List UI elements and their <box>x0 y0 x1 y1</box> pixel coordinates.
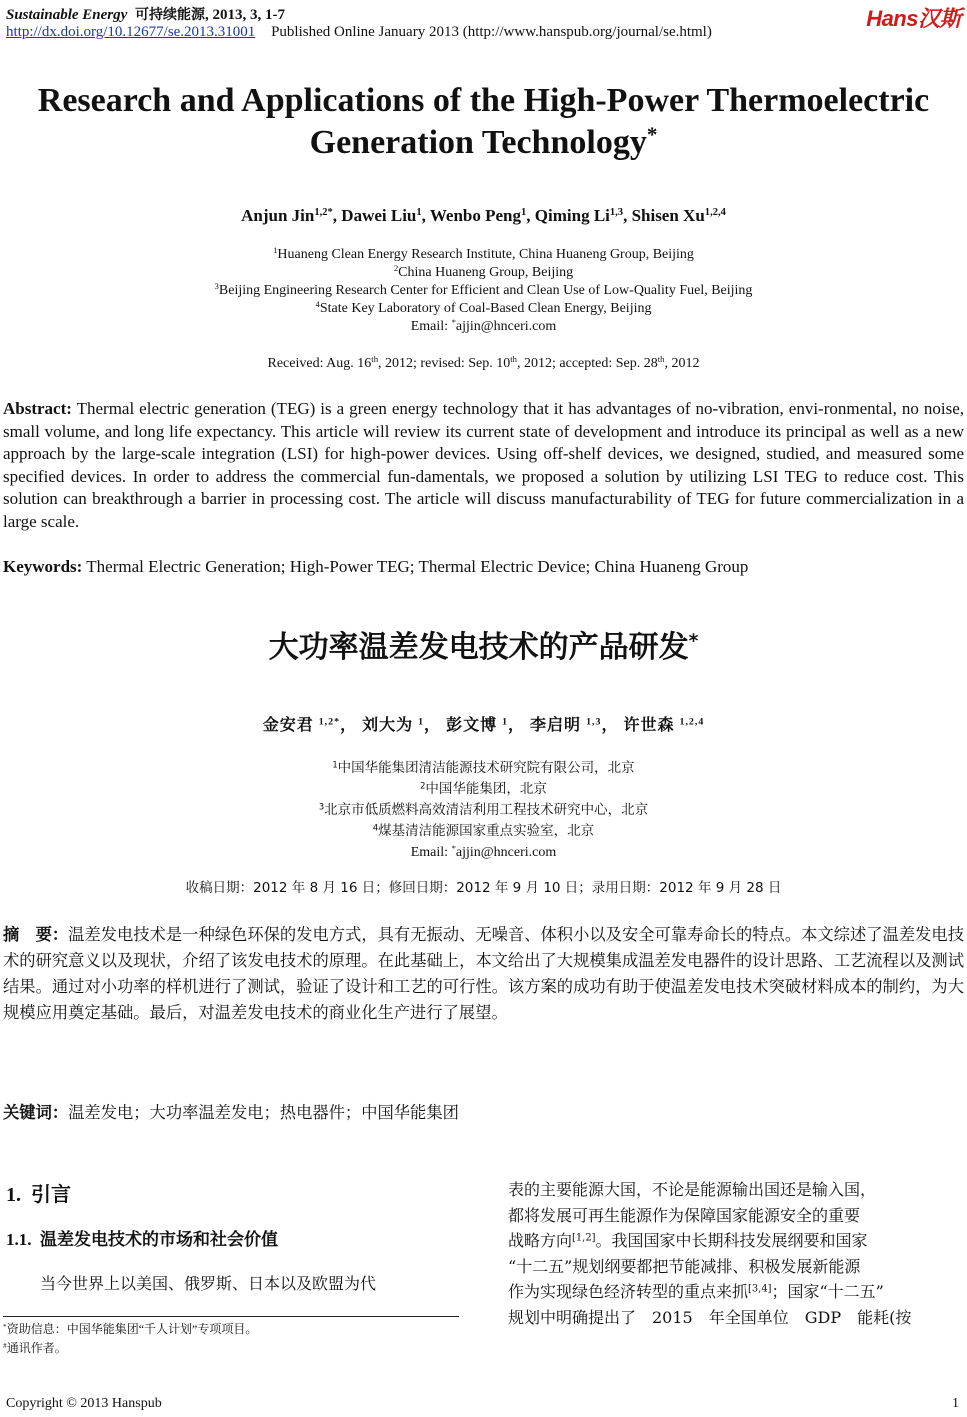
received-dates-cn: 收稿日期：2012 年 8 月 16 日；修回日期：2012 年 9 月 10 日；录用日期：2012 年 9 月 28 日 <box>185 880 782 896</box>
journal-header <box>6 4 285 24</box>
authors-cn: 金安君 $^{1,2*}$， 刘大为 $^1$， 彭文博 $^1$， 李启明 $^{1,3}$， 许世森 $^{1,2,4}$ <box>262 716 705 734</box>
author: Wenbo Peng$^1$ <box>429 206 527 225</box>
affiliation-cn: $^2$中国华能集团，北京 <box>420 780 547 797</box>
footnote-funding: *资助信息：中国华能集团“千人计划”专项项目。 <box>3 1321 258 1336</box>
affiliation: $^1$Huaneng Clean Energy Research Institute, China Huaneng Group, Beijing <box>273 245 694 262</box>
keywords-cn <box>3 1100 964 1126</box>
hanspub-logo: Hans汉斯 <box>866 6 961 31</box>
author: Anjun Jin$^{1,2*}$ <box>241 206 333 225</box>
received-dates-en: Received: Aug. 16th, 2012; revised: Sep. 10th, 2012; accepted: Sep. 28th, 2012 <box>267 354 700 371</box>
email-cn: Email: *ajjin@hnceri.com <box>410 843 557 860</box>
abstract-cn-label: 摘 要： <box>3 925 69 944</box>
authors-en: Anjun Jin$^{1,2*}$, Dawei Liu$^1$, Wenbo Peng$^1$, Qiming Li$^{1,3}$, Shisen Xu$^{1,2,4}$ <box>241 206 726 225</box>
journal-name-cn: 可持续能源 <box>135 7 206 23</box>
author: Qiming Li$^{1,3}$ <box>534 206 624 225</box>
affiliation-cn: $^4$煤基清洁能源国家重点实验室，北京 <box>372 822 595 839</box>
abstract-label: Abstract: <box>3 399 72 418</box>
citation: [1,2] <box>572 1232 596 1244</box>
affiliations-cn <box>0 758 967 863</box>
affiliation: $^2$China Huaneng Group, Beijing <box>393 263 574 280</box>
journal-issue: , 2013, 3, 1-7 <box>205 7 286 23</box>
keywords-en <box>3 556 964 579</box>
keywords-text: Thermal Electric Generation; High-Power TEG; Thermal Electric Device; China Huaneng Group <box>82 557 749 576</box>
published-info: Published Online January 2013 (http://www.hanspub.org/journal/se.html) <box>271 24 712 40</box>
email-link-cn[interactable]: ajjin@hnceri.com <box>455 845 557 860</box>
body-left-paragraph: 当今世界上以美国、俄罗斯、日本以及欧盟为代 <box>40 1274 377 1293</box>
copyright: Copyright © 2013 Hanspub <box>6 1396 162 1411</box>
footnote-corresponding: #通讯作者。 <box>3 1340 67 1355</box>
title-footnote-mark: * <box>646 122 658 147</box>
journal-name: Sustainable Energy <box>6 7 128 23</box>
paper-title-cn: 大功率温差发电技术的产品研发* <box>268 630 699 665</box>
author: Shisen Xu$^{1,2,4}$ <box>631 206 726 225</box>
author-cn: 刘大为 $^1$ <box>362 716 425 734</box>
paper-title-en <box>0 80 967 164</box>
page-number: 1 <box>952 1396 959 1411</box>
citation: [3,4] <box>748 1283 772 1295</box>
author-cn: 许世森 $^{1,2,4}$ <box>623 716 705 734</box>
title-line-1: Research and Applications of the High-Power Thermoelectric <box>37 82 930 119</box>
email-link[interactable]: ajjin@hnceri.com <box>455 319 557 334</box>
footnote-divider <box>3 1316 459 1317</box>
affiliations-en <box>0 246 967 336</box>
abstract-cn-text: 温差发电技术是一种绿色环保的发电方式，具有无振动、无噪音、体积小以及安全可靠寿命长的特点。本文综述了温差发电技术的研究意义以及现状，介绍了该发电技术的原理。在此基础上，本文给出了大规模集成温差发电器件的设计思路、工艺流程以及测试结果。通过对小功率的样机进行了测试，验证了设计和工艺的可行性。该方案的成功有助于使温差发电技术突破材料成本的制约，为大规模应用奠定基础。最后，对温差发电技术的商业化生产进行了展望。 <box>3 925 964 1022</box>
title-cn-footnote-mark: * <box>688 630 699 652</box>
affiliation-cn: $^1$中国华能集团清洁能源技术研究院有限公司，北京 <box>332 759 635 776</box>
author-cn: 金安君 $^{1,2*}$ <box>262 716 341 734</box>
abstract-cn <box>3 922 964 1026</box>
keywords-cn-text: 温差发电；大功率温差发电；热电器件；中国华能集团 <box>68 1103 459 1122</box>
keywords-label: Keywords: <box>3 557 83 576</box>
title-line-2: Generation Technology* <box>309 122 658 161</box>
author: Dawei Liu$^1$ <box>341 206 422 225</box>
affiliation: $^4$State Key Laboratory of Coal-Based Clean Energy, Beijing <box>315 299 652 316</box>
author-cn: 彭文博 $^1$ <box>446 716 509 734</box>
affiliation: $^3$Beijing Engineering Research Center for Efficient and Clean Use of Low-Quality Fuel, Beijing <box>214 281 753 298</box>
email-en: Email: *ajjin@hnceri.com <box>410 317 557 334</box>
body-right-column: 表的主要能源大国，不论是能源输出国还是输入国， 都将发展可再生能源作为保障国家能源安全的重要 战略方向[1,2]。我国国家中长期科技发展纲要和国家 “十二五”规划纲要都把节能减排、积极发展新能源 作为实现绿色经济转型的重点来抓[3,4]；国家“十二五” 规划中明确提出了 2015 年全国单位 GDP 能耗(按 <box>508 1180 912 1327</box>
author-cn: 李启明 $^{1,3}$ <box>530 716 602 734</box>
keywords-cn-label: 关键词： <box>3 1103 69 1122</box>
affiliation-cn: $^3$北京市低质燃料高效清洁利用工程技术研究中心，北京 <box>318 801 649 818</box>
abstract-text: Thermal electric generation (TEG) is a green energy technology that it has advantages of no-vibration, envi-ronmental, no noise, small volume, and long life expectancy. This article will review its current state of development and introduce its principal as well as a new approach by the large-scale integration (LSI) for high-power devices. Using off-shelf devices, we designed, studied, and measured some specified devices. In order to address the commercial fun-damentals, we proposed a solution by utilizing LSI TEG to reduce cost. This solution can breakthrough a barrier in processing cost. The article will discuss manufacturability of TEG for future commercialization in a large scale. <box>3 399 964 531</box>
doi-line <box>6 24 712 41</box>
abstract-en <box>3 398 964 534</box>
doi-link[interactable]: http://dx.doi.org/10.12677/se.2013.31001 <box>6 24 256 40</box>
section-heading-1-1: 1.1. 温差发电技术的市场和社会价值 <box>6 1230 278 1250</box>
section-heading-1: 1. 引言 <box>6 1182 71 1206</box>
